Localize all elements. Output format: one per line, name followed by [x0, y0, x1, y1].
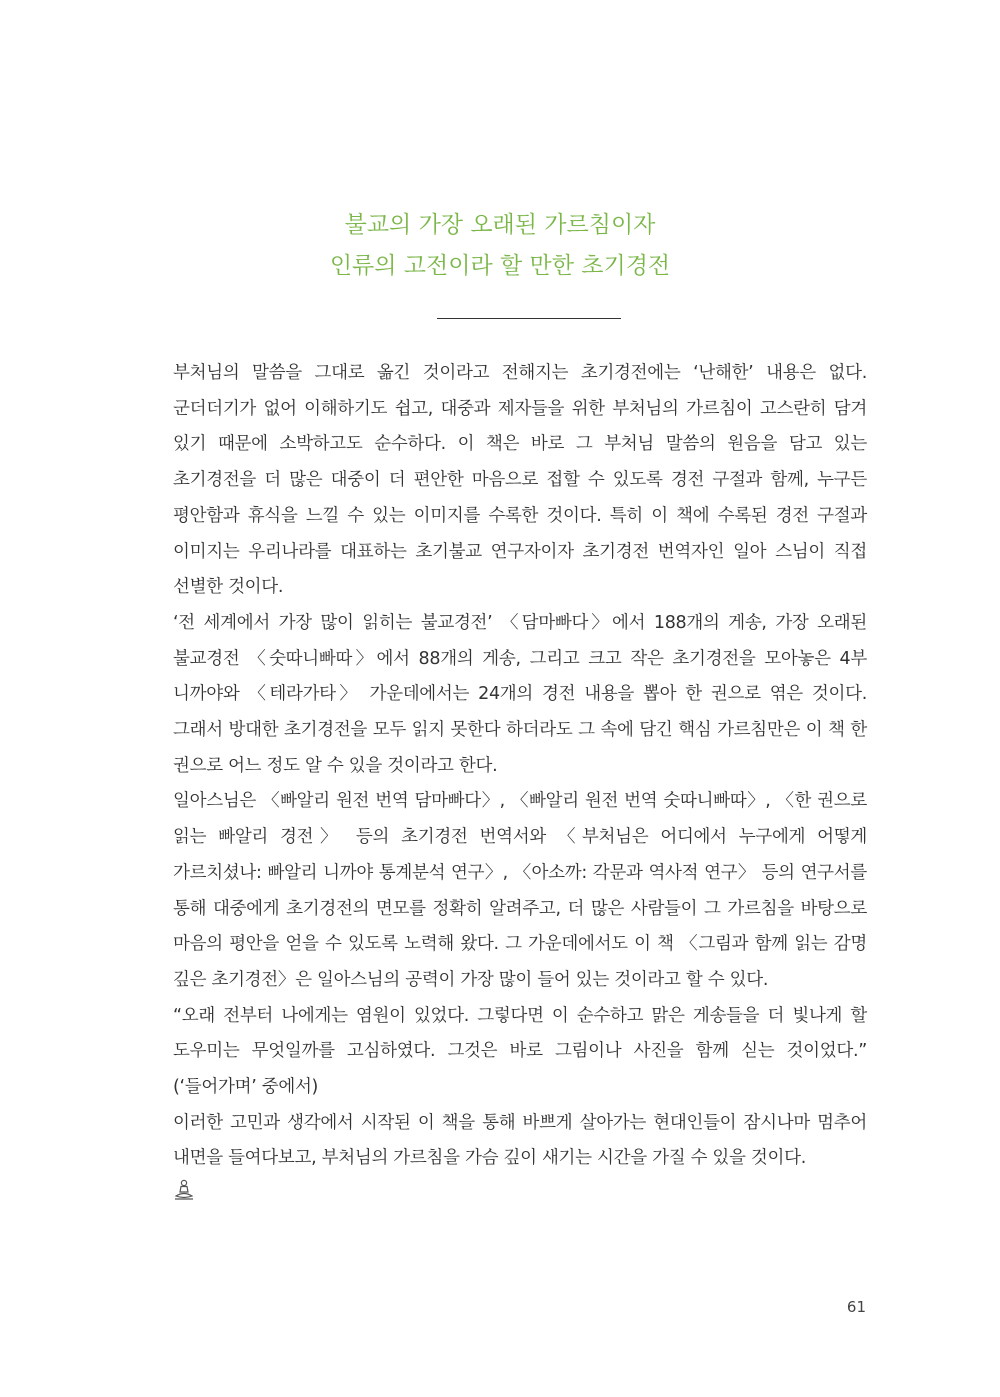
paragraph-5: 이러한 고민과 생각에서 시작된 이 책을 통해 바쁘게 살아가는 현대인들이 잠시나마 멈추어 내면을 들여다보고, 부처님의 가르침을 가슴 깊이 새기는 시간을 가질 수 있을 것이다.	[173, 1112, 867, 1169]
title-line-1: 불교의 가장 오래된 가르침이자	[344, 212, 656, 238]
title-divider	[437, 318, 621, 319]
page-number: 61	[846, 1298, 866, 1316]
paragraph-4: “오래 전부터 나에게는 염원이 있었다. 그렇다면 이 순수하고 맑은 게송들을 더 빛나게 할 도우미는 무엇일까를 고심하였다. 그것은 바로 그림이나 사진을 함께 싣는 것이었다.” (‘들어가며’ 중에서)	[173, 1005, 867, 1098]
paragraph-3: 일아스님은 〈빠알리 원전 번역 담마빠다〉, 〈빠알리 원전 번역 숫따니빠따〉, 〈한 권으로 읽는 빠알리 경전〉 등의 초기경전 번역서와 〈부처님은 어디에서 누구에게 어떻게 가르치셨나: 빠알리 니까야 통계분석 연구〉, 〈아소까: 각문과 역사적 연구〉 등의 연구서를 통해 대중에게 초기경전의 면모를 정확히 알려주고, 더 많은 사람들이 그 가르침을 바탕으로 마음의 평안을 얻을 수 있도록 노력해 왔다. 그 가운데에서도 이 책 〈그림과 함께 읽는 감명 깊은 초기경전〉은 일아스님의 공력이 가장 많이 들어 있는 것이라고 할 수 있다.	[173, 791, 867, 990]
article-body	[173, 356, 867, 1201]
paragraph-2: ‘전 세계에서 가장 많이 읽히는 불교경전’ 〈담마빠다〉에서 188개의 게송, 가장 오래된 불교경전 〈숫따니빠따〉에서 88개의 게송, 그리고 크고 작은 초기경전을 모아놓은 4부 니까야와 〈테라가타〉 가운데에서는 24개의 경전 내용을 뽑아 한 권으로 엮은 것이다. 그래서 방대한 초기경전을 모두 읽지 못한다 하더라도 그 속에 담긴 핵심 가르침만은 이 책 한 권으로 어느 정도 알 수 있을 것이라고 한다.	[173, 612, 867, 776]
paragraph-1: 부처님의 말씀을 그대로 옮긴 것이라고 전해지는 초기경전에는 ‘난해한’ 내용은 없다. 군더더기가 없어 이해하기도 쉽고, 대중과 제자들을 위한 부처님의 가르침이 고스란히 담겨 있기 때문에 소박하고도 순수하다. 이 책은 바로 그 부처님 말씀의 원음을 담고 있는 초기경전을 더 많은 대중이 더 편안한 마음으로 접할 수 있도록 경전 구절과 함께, 누구든 평안함과 휴식을 느낄 수 있는 이미지를 수록한 것이다. 특히 이 책에 수록된 경전 구절과 이미지는 우리나라를 대표하는 초기불교 연구자이자 초기경전 번역자인 일아 스님이 직접 선별한 것이다.	[173, 363, 867, 598]
article-title	[0, 205, 1000, 287]
title-line-2: 인류의 고전이라 할 만한 초기경전	[329, 253, 671, 279]
seated-buddha-icon	[173, 1179, 195, 1201]
